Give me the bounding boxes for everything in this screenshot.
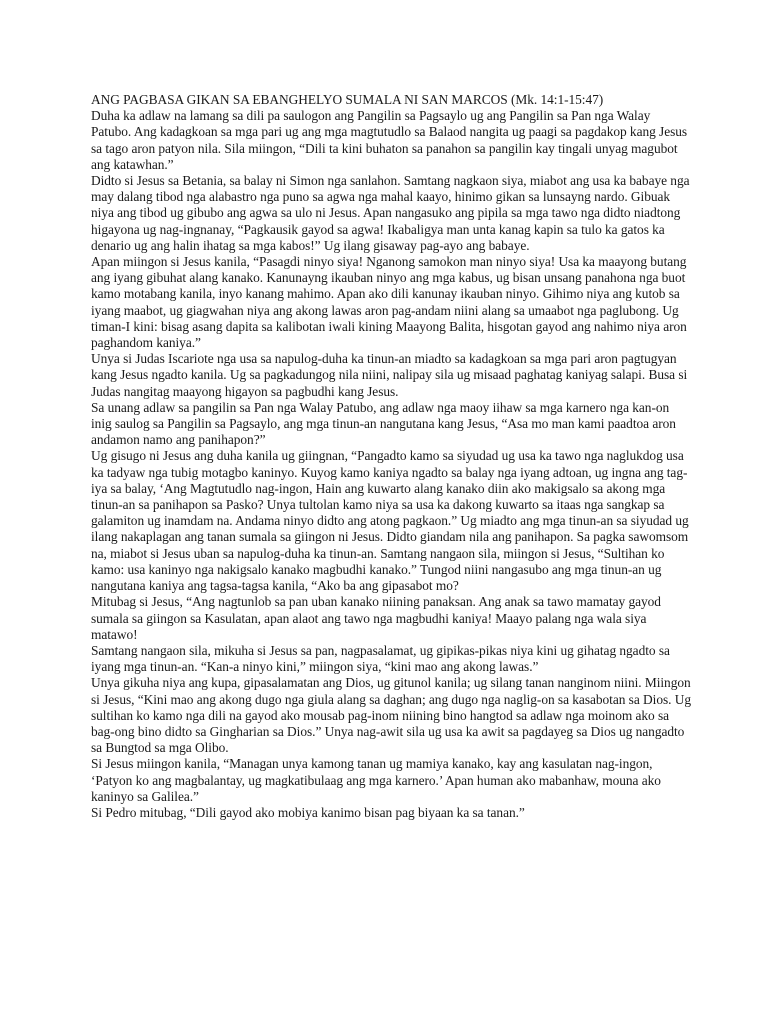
paragraph-1: Duha ka adlaw na lamang sa dili pa saulogon ang Pangilin sa Pagsaylo ug ang Pangilin sa Pan nga Walay Patubo. Ang kadagkoan sa mga pari ug ang mga magtutudlo sa Balaod nangita ug paagi sa pagdakop kang Jesus sa tago aron patyon nila. Sila miingon, “Dili ta kini buhaton sa panahon sa pangilin kay tingali unyag magubot ang katawhan.” [91, 108, 688, 172]
paragraph-7: Mitubag si Jesus, “Ang nagtunlob sa pan uban kanako niining panaksan. Ang anak sa tawo mamatay gayod sumala sa giingon sa Kasulatan, apan alaot ang tawo nga magbudhi kaniya! Maayo palang nga wala siya matawo! [91, 594, 661, 642]
paragraph-2: Didto si Jesus sa Betania, sa balay ni Simon nga sanlahon. Samtang nagkaon siya, miabot ang usa ka babaye nga may dalang tibod nga alabastro nga puno sa agwa nga mahal kaayo, hinimo gikan sa lunsayng nardo. Gibuak niya ang tibod ug gibubo ang agwa sa ulo ni Jesus. Apan nangasuko ang pipila sa mga tawo nga didto niadtong higayona ug nag-ingnanay, “Pagkausik gayod sa agwa! Ikabaligya man unta kanag kapin sa tulo ka gatos ka denario ug ang halin ihatag sa mga kabos!” Ug ilang gisaway pag-ayo ang babaye. [91, 173, 690, 253]
paragraph-11: Si Pedro mitubag, “Dili gayod ako mobiya kanimo bisan pag biyaan ka sa tanan.” [91, 804, 525, 820]
document-page [91, 92, 691, 821]
paragraph-6: Ug gisugo ni Jesus ang duha kanila ug giingnan, “Pangadto kamo sa siyudad ug usa ka tawo nga naglukdog usa ka tadyaw nga tubig motagbo kaninyo. Kuyog kamo kaniya ngadto sa balay nga iyang adtoan, ug ingna ang tag-iya sa balay, ‘Ang Magtutudlo nag-ingon, Hain ang kuwarto alang kanako diin ako makigsalo sa akong mga tinun-an sa panihapon sa Pasko? Unya tultolan kamo niya sa usa ka dakong kuwarto sa itaas nga sangkap sa galamiton ug inamdam na. Andama ninyo didto ang atong pagkaon.” Ug miadto ang mga tinun-an sa siyudad ug ilang nakaplagan ang tanan sumala sa giingon ni Jesus. Didto giandam nila ang panihapon. Sa pagka sawomsom na, miabot si Jesus uban sa napulog-duha ka tinun-an. Samtang nangaon sila, miingon si Jesus, “Sultihan ko kamo: usa kaninyo nga nakigsalo kanako magbudhi kanako.” Tungod niini nangasubo ang mga tinun-an ug nangutana kaniya ang tagsa-tagsa kanila, “Ako ba ang gipasabot mo? [91, 448, 689, 594]
paragraph-8: Samtang nangaon sila, mikuha si Jesus sa pan, nagpasalamat, ug gipikas-pikas niya kini ug gihatag ngadto sa iyang mga tinun-an. “Kan-a ninyo kini,” miingon siya, “kini mao ang akong lawas.” [91, 642, 670, 675]
paragraph-3: Apan miingon si Jesus kanila, “Pasagdi ninyo siya! Nganong samokon man ninyo siya! Usa ka maayong butang ang iyang gibuhat alang kanako. Kanunayng ikauban ninyo ang mga kabus, ug bisan unsang panahona nga buot kamo motabang kanila, inyo kanang mahimo. Apan ako dili kanunay ikauban ninyo. Gihimo niya ang kutob sa iyang maabot, ug giagwahan niya ang akong lawas aron pag-andam niini alang sa umaabot nga paglubong. Ug timan-I kini: bisag asang dapita sa kalibotan iwali kining Maayong Balita, hisgotan gayod ang nahimo niya aron paghandom kaniya.” [91, 254, 687, 351]
paragraph-4: Unya si Judas Iscariote nga usa sa napulog-duha ka tinun-an miadto sa kadagkoan sa mga pari aron pagtugyan kang Jesus ngadto kanila. Ug sa pagkadungog nila niini, nalipay sila ug misaad paghatag kaniyag salapi. Busa si Judas nangitag maayong higayon sa pagbudhi kang Jesus. [91, 351, 688, 399]
paragraph-10: Si Jesus miingon kanila, “Managan unya kamong tanan ug mamiya kanako, kay ang kasulatan nag-ingon, ‘Patyon ko ang magbalantay, ug magkatibulaag ang mga karnero.’ Apan human ako mabanhaw, mouna ako kaninyo sa Galilea.” [91, 756, 661, 804]
document-title: ANG PAGBASA GIKAN SA EBANGHELYO SUMALA NI SAN MARCOS (Mk. 14:1-15:47) [91, 92, 604, 107]
paragraph-9: Unya gikuha niya ang kupa, gipasalamatan ang Dios, ug gitunol kanila; ug silang tanan nanginom niini. Miingon si Jesus, “Kini mao ang akong dugo nga giula alang sa daghan; ang dugo nga naglig-on sa kasabotan sa Dios. Ug sultihan ko kamo nga dili na gayod ako mousab pag-inom niining bino hangtod sa adlaw nga moinom ako sa bag-ong bino didto sa Gingharian sa Dios.” Unya nag-awit sila ug usa ka awit sa pagdayeg sa Dios ug nangadto sa Bungtod sa mga Olibo. [91, 675, 691, 756]
paragraph-5: Sa unang adlaw sa pangilin sa Pan nga Walay Patubo, ang adlaw nga maoy iihaw sa mga karnero nga kan-on inig saulog sa Pangilin sa Pagsaylo, ang mga tinun-an nangutana kang Jesus, “Asa mo man kami paadtoa aron andamon namo ang panihapon?” [91, 399, 676, 448]
